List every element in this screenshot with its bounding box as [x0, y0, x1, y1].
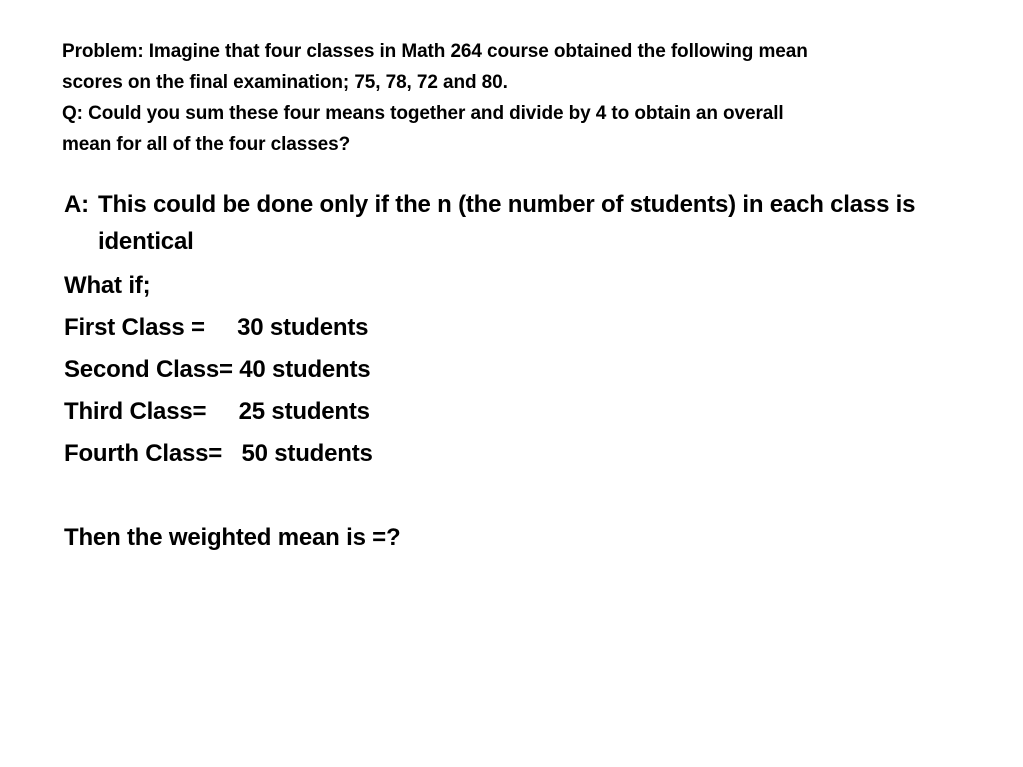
- answer-text: This could be done only if the n (the number of students) in each class is identical: [98, 191, 916, 255]
- answer-paragraph: [64, 186, 964, 260]
- slide-body: [64, 186, 964, 559]
- problem-statement: [62, 36, 982, 160]
- fourth-class-line: Fourth Class= 50 students: [64, 440, 373, 467]
- second-class-line: Second Class= 40 students: [64, 356, 371, 383]
- what-if-line: What if;: [64, 272, 151, 299]
- conclusion-line: Then the weighted mean is =?: [64, 524, 401, 551]
- question-line: Q: Could you sum these four means together and divide by 4 to obtain an overall: [62, 103, 784, 124]
- problem-line: scores on the final examination; 75, 78, 72 and 80.: [62, 72, 508, 93]
- answer-marker: A:: [64, 191, 89, 218]
- third-class-line: Third Class= 25 students: [64, 398, 370, 425]
- problem-line: Problem: Imagine that four classes in Math 264 course obtained the following mean: [62, 41, 808, 62]
- question-line: mean for all of the four classes?: [62, 134, 351, 155]
- first-class-line: First Class = 30 students: [64, 314, 369, 341]
- blank-line: [64, 475, 964, 517]
